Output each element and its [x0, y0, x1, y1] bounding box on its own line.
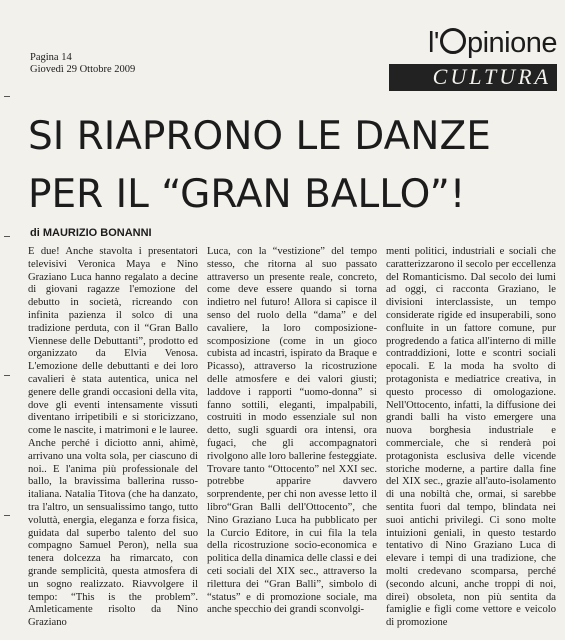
binding-mark [4, 515, 10, 516]
binding-mark [4, 375, 10, 376]
headline-line-2: PER IL “GRAN BALLO”! [28, 172, 466, 217]
issue-date: Giovedì 29 Ottobre 2009 [30, 64, 136, 75]
binding-mark [4, 96, 10, 97]
section-label: CULTURA [389, 64, 557, 91]
page-number: Pagina 14 [30, 52, 72, 63]
binding-mark [4, 236, 10, 237]
brand-logo [389, 26, 557, 60]
article-column-1 [28, 246, 198, 640]
article-column-3 [386, 246, 556, 640]
brand-o-circle-icon [440, 28, 466, 54]
article-headline [28, 108, 548, 224]
article-column-2 [207, 246, 377, 640]
headline-line-1: SI RIAPRONO LE DANZE [28, 114, 491, 159]
brand-prefix: l' [427, 27, 439, 59]
page-meta [30, 52, 135, 76]
brand-name: pinione [466, 27, 557, 59]
column-2-text: Luca, con la “vestizione” del tempo stesso, che ritorna al suo passato attraverso un presente reale, concreto, come deve essere quando si torna indietro nel futuro! Allora si capisce il senso del ruolo della “dama” e del cavaliere, la loro composizione-scomposizione (come in un gioco cubista ad incastri, ispirato da Braque e Picasso), attraverso la ricostruzione delle atmosfere e dei valori giusti; laddove i rapporti “uomo-donna” si fanno sottili, eleganti, impalpabili, costruiti in modo essenziale sul non detto, sugli sguardi ora intensi, ora fugaci, che gli accompagnatori rivolgono alle loro ballerine festeggiate. Trovare tanto “Ottocento” nel XXI sec. potrebbe apparire davvero sorprendente, per chi non avesse letto il libro“Gran Balli dell'Ottocento”, che Nino Graziano Luca ha pubblicato per la Curcio Editore, in cui fila la tela della ricostruzione socio-economica e politica della dinamica delle classi e dei ceti sociali del XIX sec., attraverso la rilettura dei “Gran Balli”, simbolo di “status” e di promozione sociale, ma anche specchio dei grandi sconvolgi- [207, 246, 377, 616]
column-3-text: menti politici, industriali e sociali che caratterizzarono il secolo per eccellenza del Romanticismo. Dal secolo dei lumi ad oggi, ci racconta Graziano, le divisioni interclassiste, un tempo considerate rigide ed insuperabili, sono confluite in un fattore comune, pur progredendo a fatica all'interno di mille contraddizioni, lotte e scontri sociali epocali. E la moda ha svolto di protagonista e mediatrice creativa, in questo processo di omologazione. Nell'Ottocento, infatti, la diffusione dei grandi balli ha visto emergere una nuova borghesia industriale e commerciale, che si renderà poi protagonista esclusiva delle vicende storiche moderne, a partire dalla fine del XIX sec., grazie all'auto-isolamento di una nobiltà che, ormai, si sarebbe sentita fuori dal tempo, blindata nei suoi antichi privilegi. Ci sono molte intuizioni geniali, in questo testardo tentativo di Nino Graziano Luca di elevare i tempi di una tradizione, che molti credevano scomparsa, perché (secondo alcuni, anche troppi di noi, direi) obsoleta, non più sentita da famiglie e figli come vettore e veicolo di promozione [386, 246, 556, 629]
article-body [28, 246, 556, 640]
article-byline: di MAURIZIO BONANNI [30, 227, 152, 239]
column-1-text: E due! Anche stavolta i presentatori televisivi Veronica Maya e Nino Graziano Luca hanno regalato a decine di giovani ragazze l'emozione del debutto in società, ricreando con infinita pazienza il solco di una tradizione perduta, con il “Gran Ballo Viennese delle Debuttanti”, prodotto ed organizzato da Elvia Venosa. L'emozione delle debuttanti e dei loro cavalieri è stata autentica, unica nel genere delle grandi occasioni della vita, dove gli eventi intensamente vissuti diventano irripetibili e si storicizzano, come le nascite, i matrimoni e le lauree. Anche perché i diciotto anni, ahimè, arrivano una volta sola, per ciascuno di noi.. E l'anima più professionale del ballo, la bravissima ballerina russo-italiana. Natalia Titova (che ha danzato, tra l'altro, un sensualissimo tango, tutto voluttà, energia, eleganza e forza fisica, guidata dal superbo talento del suo compagno Samuel Peron), nella sua tenera dolcezza ha rimarcato, con grande semplicità, questa atmosfera di un sogno realizzato. Riavvolgere il tempo: “This is the problem”. Amleticamente risolto da Nino Graziano [28, 246, 198, 629]
masthead [389, 26, 557, 91]
